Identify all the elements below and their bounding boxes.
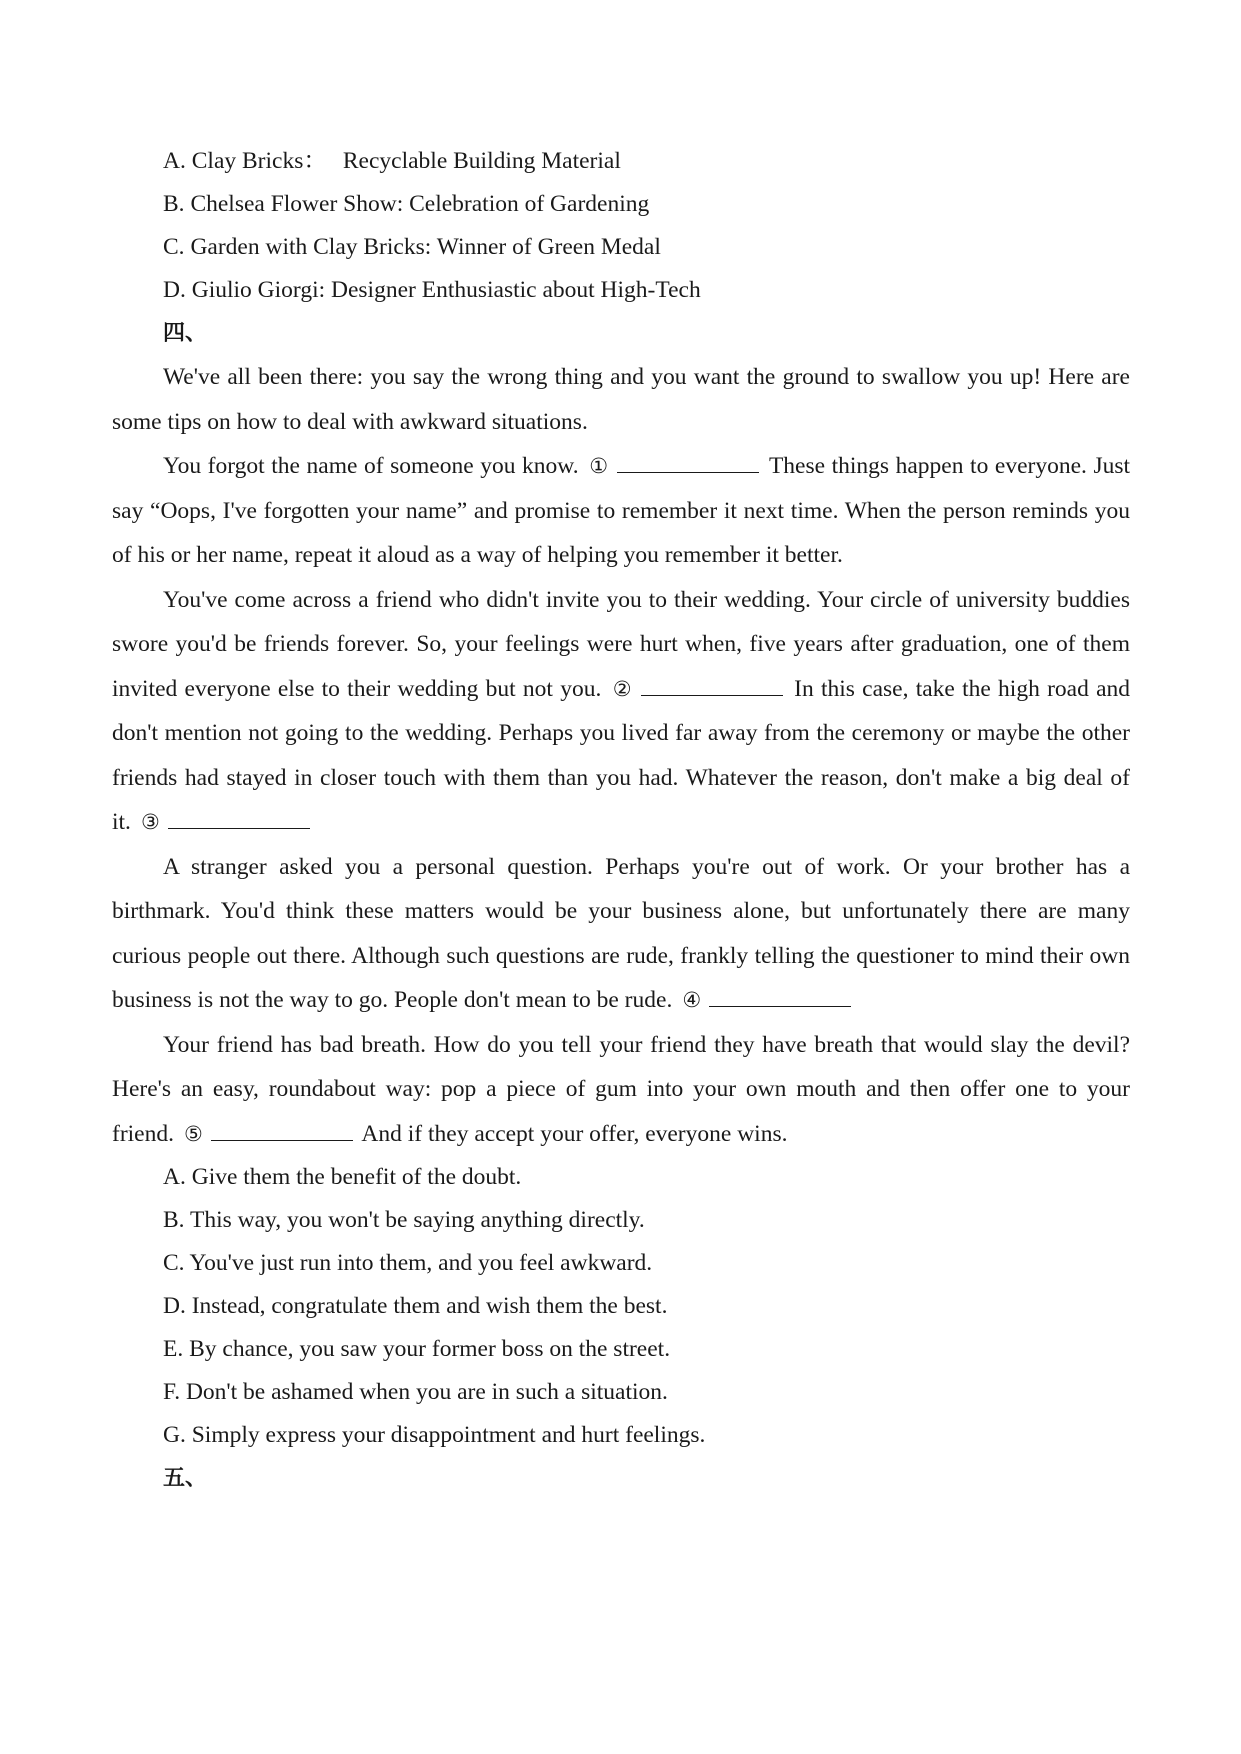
blank-number-1: ① [588, 454, 609, 478]
section-4-heading: 四、 [163, 320, 208, 346]
answer-blank-3[interactable] [168, 806, 310, 829]
document-page [112, 140, 1130, 1500]
blank-number-5: ⑤ [184, 1121, 203, 1146]
passage-paragraph-3: A stranger asked you a personal question. Perhaps you're out of work. Or your brother has a birthmark. You'd think these matters would be your business alone, but unfortunately there are many curious people out there. Although such questions are rude, frankly telling the questioner to mind their own business is not the way to go. People don't mean to be rude. ④ [112, 853, 1130, 1013]
choice-option-d: D. Instead, congratulate them and wish them the best. [163, 1293, 668, 1319]
blank-number-4: ④ [682, 988, 702, 1012]
choice-option-b: B. This way, you won't be saying anything directly. [163, 1207, 645, 1233]
answer-blank-5[interactable] [211, 1118, 353, 1141]
blank-number-2: ② [611, 676, 633, 701]
choice-option-e: E. By chance, you saw your former boss on the street. [163, 1336, 671, 1362]
blank-number-3: ③ [140, 810, 160, 834]
choice-option-g: G. Simply express your disappointment and hurt feelings. [163, 1422, 706, 1448]
passage-paragraph-4: Your friend has bad breath. How do you tell your friend they have breath that would slay the devil? Here's an easy, roundabout way: pop a piece of gum into your own mouth and then offer one to your friend. ⑤ And if they accept your offer, everyone wins. [112, 1031, 1130, 1147]
answer-blank-2[interactable] [641, 673, 783, 696]
prev-option-d: D. Giulio Giorgi: Designer Enthusiastic about High-Tech [163, 277, 701, 303]
prev-option-c: C. Garden with Clay Bricks: Winner of Green Medal [163, 234, 661, 260]
passage-intro: We've all been there: you say the wrong thing and you want the ground to swallow you up! Here are some tips on how to deal with awkward situations. [112, 364, 1130, 435]
section-5-heading: 五、 [163, 1465, 208, 1491]
answer-blank-1[interactable] [617, 450, 759, 473]
choice-option-f: F. Don't be ashamed when you are in such a situation. [163, 1379, 668, 1405]
prev-option-a: A. Clay Bricks： Recyclable Building Material [163, 148, 621, 174]
prev-option-b: B. Chelsea Flower Show: Celebration of Gardening [163, 191, 650, 217]
choice-option-a: A. Give them the benefit of the doubt. [163, 1164, 522, 1190]
passage-paragraph-1: You forgot the name of someone you know. ① These things happen to everyone. Just say “Oops, I've forgotten your name” and promise to remember it next time. When the person reminds you of his or her name, repeat it aloud as a way of helping you remember it better. [112, 444, 1130, 578]
answer-blank-4[interactable] [709, 984, 851, 1007]
passage-paragraph-2: You've come across a friend who didn't invite you to their wedding. Your circle of university buddies swore you'd be friends forever. So, your feelings were hurt when, five years after graduation, one of them invited everyone else to their wedding but not you. ② In this case, take the high road and don't mention not going to the wedding. Perhaps you lived far away from the ceremony or maybe the other friends had stayed in closer touch with them than you had. Whatever the reason, don't make a big deal of it. ③ [112, 586, 1130, 835]
choice-option-c: C. You've just run into them, and you feel awkward. [163, 1250, 653, 1276]
